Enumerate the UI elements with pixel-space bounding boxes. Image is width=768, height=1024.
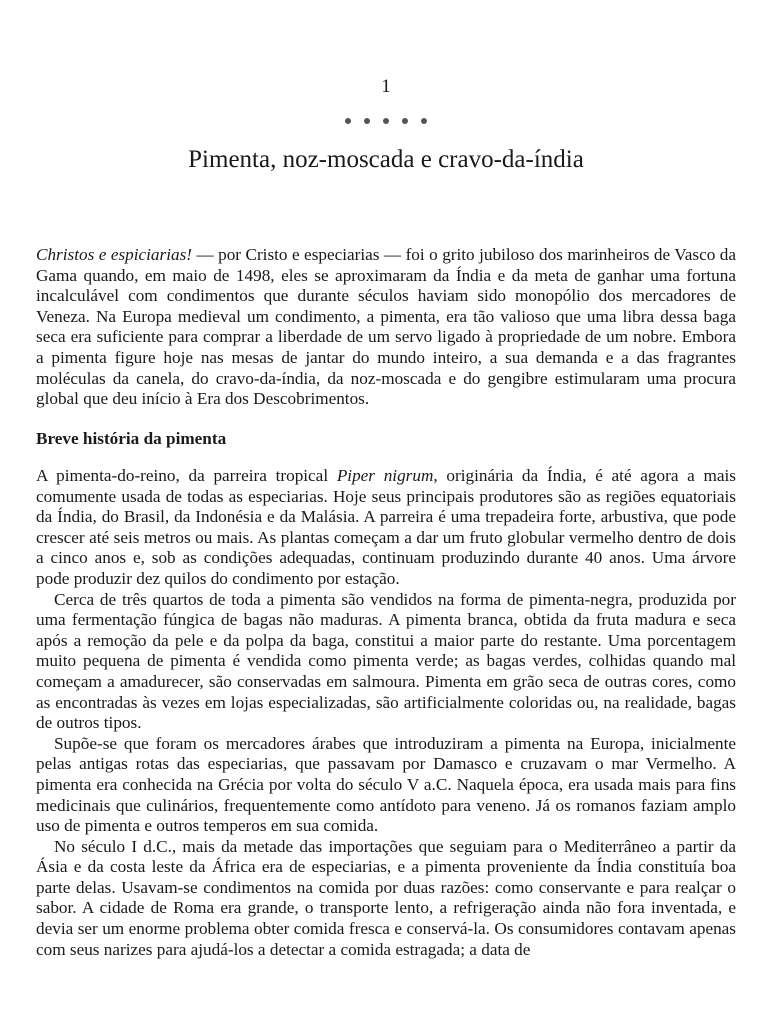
paragraph-3: Supõe-se que foram os mercadores árabes que introduziram a pimenta na Europa, inicialmente pelas antigas rotas das especiarias, que passavam por Damasco e cruzavam o mar Vermelho. A pimenta era conhecida na Grécia por volta do século V a.C. Naquela época, era usada mais para fins medicinais que culinários, frequentemente como antídoto para veneno. Já os romanos faziam amplo uso de pimenta e outros temperos em sua comida. bbox=[36, 733, 736, 836]
section-body bbox=[36, 466, 736, 960]
species-name: Piper nigrum bbox=[336, 466, 434, 485]
intro-paragraph bbox=[36, 245, 736, 410]
intro-text: — por Cristo e especiarias — foi o grito jubiloso dos marinheiros de Vasco da Gama quando, em maio de 1498, eles se aproximaram da Índia e da meta de ganhar uma fortuna incalculável com condimentos que durante séculos haviam sido monopólio dos mercadores de Veneza. Na Europa medieval um condimento, a pimenta, era tão valioso que uma libra dessa baga seca era suficiente para comprar a liberdade de um servo ligado à propriedade de um nobre. Embora a pimenta figure hoje nas mesas de jantar do mundo inteiro, a sua demanda e a das fragrantes moléculas da canela, do cravo-da-índia, da noz-moscada e do gengibre estimularam uma procura global que deu início à Era dos Descobrimentos. bbox=[36, 245, 736, 409]
ornament-dot bbox=[402, 118, 408, 124]
ornament-dot bbox=[383, 118, 389, 124]
paragraph-1-end: , originária da Índia, é até agora a mais comumente usada de todas as especiarias. Hoje seus principais produtores são as regiões equatoriais da Índia, do Brasil, da Indonésia e da Malásia. A parreira é uma trepadeira forte, arbustiva, que pode crescer até seis metros ou mais. As plantas começam a dar um fruto globular vermelho dentro de dois a cinco anos e, sob as condições adequadas, continuam produzindo durante 40 anos. Uma árvore pode produzir dez quilos do condimento por estação. bbox=[36, 466, 736, 588]
intro-lead-italic: Christos e espiciarias! bbox=[36, 245, 192, 264]
paragraph-1 bbox=[36, 466, 736, 590]
ornament-dot bbox=[345, 118, 351, 124]
ornament-dot bbox=[421, 118, 427, 124]
chapter-ornament bbox=[36, 118, 736, 124]
paragraph-1-start: A pimenta-do-reino, da parreira tropical bbox=[36, 466, 337, 485]
paragraph-4: No século I d.C., mais da metade das importações que seguiam para o Mediterrâneo a partir da Ásia e da costa leste da África era de especiarias, e a pimenta proveniente da Índia constituía boa parte delas. Usavam-se condimentos na comida por duas razões: como conservante e para realçar o sabor. A cidade de Roma era grande, o transporte lento, a refrigeração ainda não fora inventada, e devia ser um enorme problema obter comida fresca e conservá-la. Os consumidores contavam apenas com seus narizes para ajudá-los a detectar a comida estragada; a data de bbox=[36, 836, 736, 959]
ornament-dot bbox=[364, 118, 370, 124]
chapter-title: Pimenta, noz-moscada e cravo-da-índia bbox=[188, 146, 584, 173]
section-heading: Breve história da pimenta bbox=[36, 429, 227, 448]
paragraph-2: Cerca de três quartos de toda a pimenta são vendidos na forma de pimenta-negra, produzida por uma fermentação fúngica de bagas não maduras. A pimenta branca, obtida da fruta madura e seca após a remoção da pele e da polpa da baga, constitui a maior parte do restante. Uma porcentagem muito pequena de pimenta é vendida como pimenta verde; as bagas verdes, colhidas quando mal começam a amadurecer, são conservadas em salmoura. Pimenta em grão seca de outras cores, como as encontradas às vezes em lojas especializadas, são artificialmente coloridas ou, na realidade, bagas de outros tipos. bbox=[36, 589, 736, 733]
chapter-number: 1 bbox=[381, 76, 391, 97]
